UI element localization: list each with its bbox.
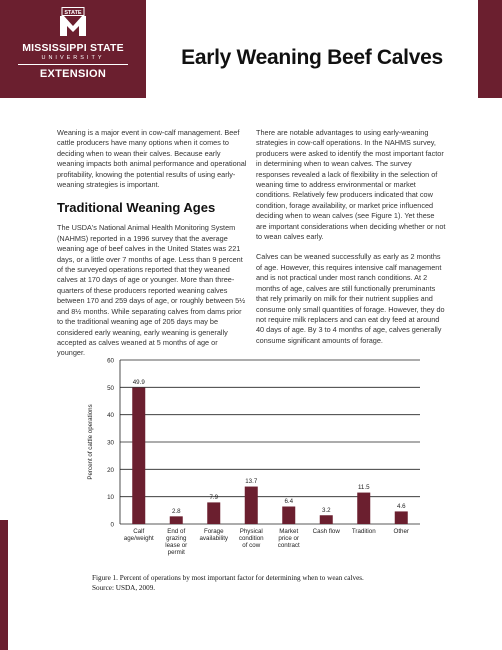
early-weaning-paragraph: Calves can be weaned successfully as early as 2 months of age. However, this requires intensive calf management and is not practical under most ranch conditions. At 2 months of age, calves are still functionally preruminants that rely primarily on milk for their nutrient supplies and consume only small quantities of forage. However, they do not require milk replacers and can eat dry feed at around 40 days of age. By 3 to 4 months of age, calves generally consume significant amounts of forage. [256,252,445,345]
msu-mark-icon [59,7,87,37]
extension-logo [0,0,146,98]
bar [357,493,370,524]
y-tick-label: 10 [107,494,114,502]
bar [132,388,145,524]
y-tick-label: 0 [110,521,114,529]
logo-university-line: UNIVERSITY [41,55,105,61]
right-column [256,128,446,356]
x-category-label: Calf age/weight [123,528,154,542]
bar [207,502,220,524]
bar [282,507,295,524]
logo-extension-line: EXTENSION [39,68,107,80]
section-heading: Traditional Weaning Ages [57,200,216,216]
y-tick-label: 50 [107,384,114,392]
bar-value-label: 2.8 [171,507,181,515]
bar-value-label: 13.7 [245,478,258,486]
bar-value-label: 49.9 [132,379,145,387]
bar-value-label: 4.6 [396,502,406,510]
y-tick-label: 30 [107,439,114,447]
bar-value-label: 7.9 [209,493,219,501]
bar [395,511,408,524]
y-axis-label: Percent of cattle operations [87,404,94,480]
y-tick-label: 60 [107,357,114,365]
figure-caption-title: Figure 1. Percent of operations by most important factor for determining when to wean calves. [92,574,364,582]
intro-paragraph: Weaning is a major event in cow-calf management. Beef cattle producers have many options when it comes to deciding when to wean their calves. Because early weaning impacts both animal performance and operational profitability, knowing the potential results of using early-weaning strategies is important. [57,128,247,190]
page-title: Early Weaning Beef Calves [181,46,443,69]
x-category-label: Physical condition of cow [238,528,264,549]
bar-value-label: 3.2 [321,506,331,514]
y-tick-label: 20 [107,466,114,474]
x-category-label: Cash flow [312,528,340,535]
bar [320,515,333,524]
body-paragraph: The USDA's National Animal Health Monitoring System (NAHMS) reported in a 1996 survey that the average weaning age of beef calves in the United States was 221 days, or a little over 7 months of age. Less than 9 percent of the surveyed operations reported that they weaned calves at 170 days of age or younger. More than three-quarters of these producers reported weaning calves between 170 and 259 days of age, or roughly between 5½ and 8½ months. While separating calves from dams prior to the traditional weaning age of 205 days may be considered early weaning, early weaning is generally accepted as calves weaned at 5 months of age or younger. [57,223,246,358]
logo-divider [18,64,128,65]
weaning-factor-chart [80,352,430,582]
x-category-label: Forage availability [199,528,229,542]
left-column [57,128,247,369]
svg-text:STATE: STATE [64,9,82,16]
x-category-label: Tradition [351,528,376,535]
advantages-paragraph: There are notable advantages to using early-weaning strategies in cow-calf operations. In the NAHMS survey, producers were asked to identify the most important factor in determining when to wean calves. The survey responses revealed a lack of flexibility in the selection of weaning time to address environmental or market conditions. Relatively few producers indicated that cow condition, forage availability, or market price influenced deciding when to wean calves (see Figure 1). Yet these are important considerations when deciding whether or not to wean calves early. [256,128,446,242]
figure-caption-source: Source: USDA, 2009. [92,583,156,592]
x-category-label: Other [393,528,409,535]
bar [245,487,258,524]
bar-value-label: 6.4 [284,498,294,506]
x-category-label: End of grazing lease or permit [165,528,188,556]
y-tick-label: 40 [107,412,114,420]
header-accent-block [478,0,502,98]
bar [170,516,183,524]
logo-state-line: MISSISSIPPI STATE [22,42,124,54]
figure-caption [92,574,452,593]
page-edge-accent [0,520,8,650]
x-category-label: Market price or contract [277,528,300,549]
bar-value-label: 11.5 [357,484,370,492]
